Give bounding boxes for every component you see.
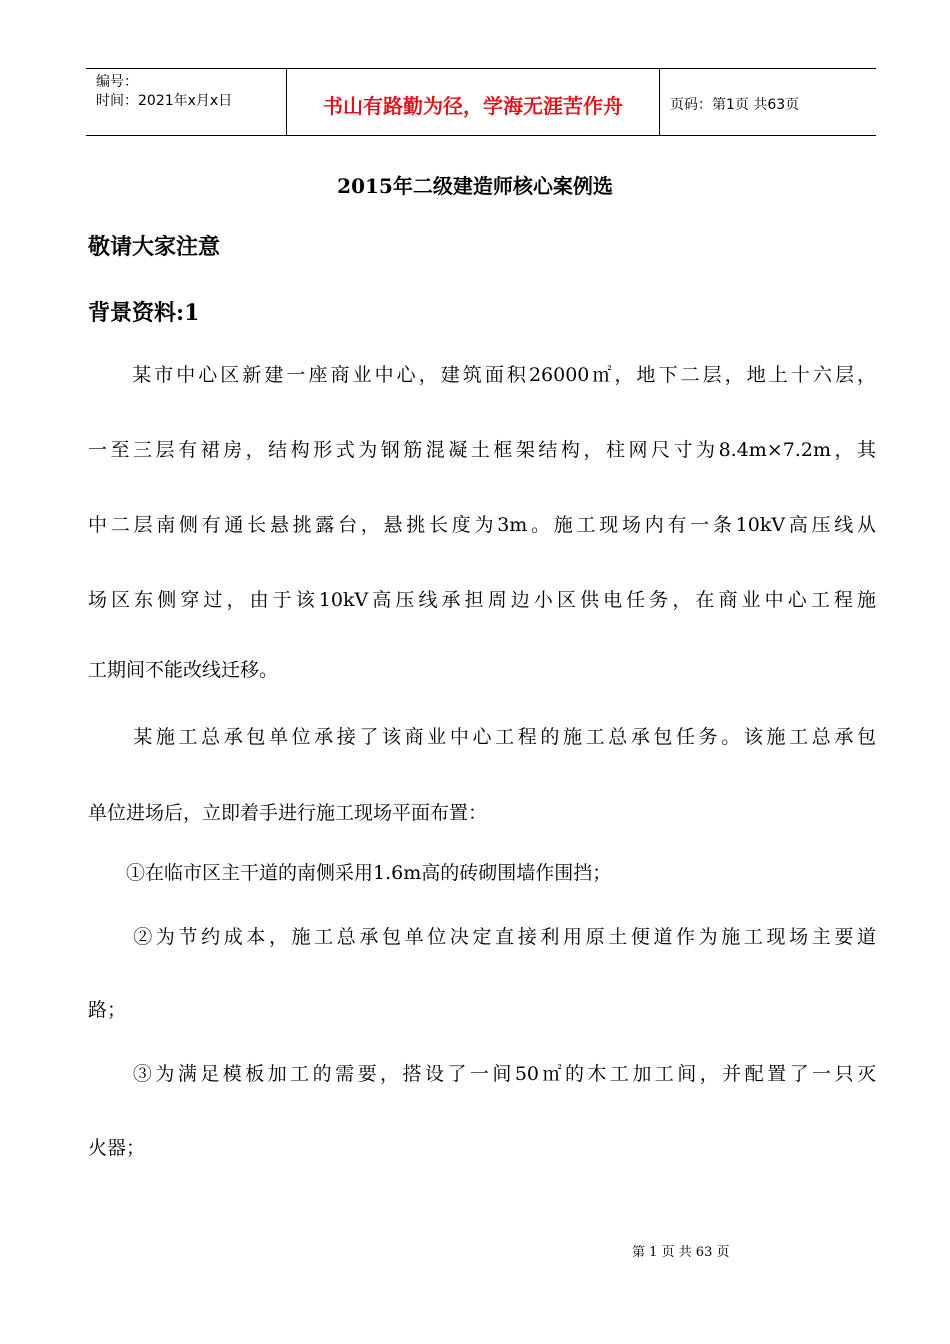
- page-header: [86, 68, 876, 136]
- header-meta-cell: [86, 69, 287, 135]
- body-line: ①在临市区主干道的南侧采用1.6m高的砖砌围墙作围挡；: [88, 862, 612, 884]
- header-page-cell: [660, 69, 876, 135]
- body-line: 场区东侧穿过，由于该10kV高压线承担周边小区供电任务，在商业中心工程施: [88, 589, 876, 611]
- notice-heading: 敬请大家注意: [88, 234, 221, 260]
- body-line: 某施工总承包单位承接了该商业中心工程的施工总承包任务。该施工总承包: [88, 726, 876, 748]
- body-line: ②为节约成本，施工总承包单位决定直接利用原土便道作为施工现场主要道: [88, 926, 876, 948]
- body-line: 路；: [88, 999, 127, 1021]
- body-line: 一至三层有裙房，结构形式为钢筋混凝土框架结构，柱网尺寸为8.4m×7.2m，其: [88, 439, 876, 461]
- section-heading: 背景资料:1: [88, 300, 200, 326]
- page-number-label: 页码：第1页 共63页: [670, 97, 800, 113]
- document-title: 2015年二级建造师核心案例选: [337, 174, 613, 198]
- body-line: 工期间不能改线迁移。: [88, 659, 279, 681]
- body-line: 中二层南侧有通长悬挑露台，悬挑长度为3m。施工现场内有一条10kV高压线从: [88, 514, 876, 536]
- header-motto-cell: [287, 69, 660, 135]
- motto-text: 书山有路勤为径，学海无涯苦作舟: [323, 93, 623, 118]
- body-line: 某市中心区新建一座商业中心，建筑面积26000㎡，地下二层，地上十六层，: [88, 364, 876, 386]
- body-line: ③为满足模板加工的需要，搭设了一间50㎡的木工加工间，并配置了一只灭: [88, 1063, 876, 1085]
- page-footer: 第 1 页 共 63 页: [632, 1245, 730, 1260]
- body-line: 单位进场后，立即着手进行施工现场平面布置：: [88, 802, 488, 824]
- time-label: 时间：2021年x月x日: [96, 93, 233, 109]
- serial-number-label: 编号：: [96, 74, 138, 90]
- body-line: 火器；: [88, 1137, 146, 1159]
